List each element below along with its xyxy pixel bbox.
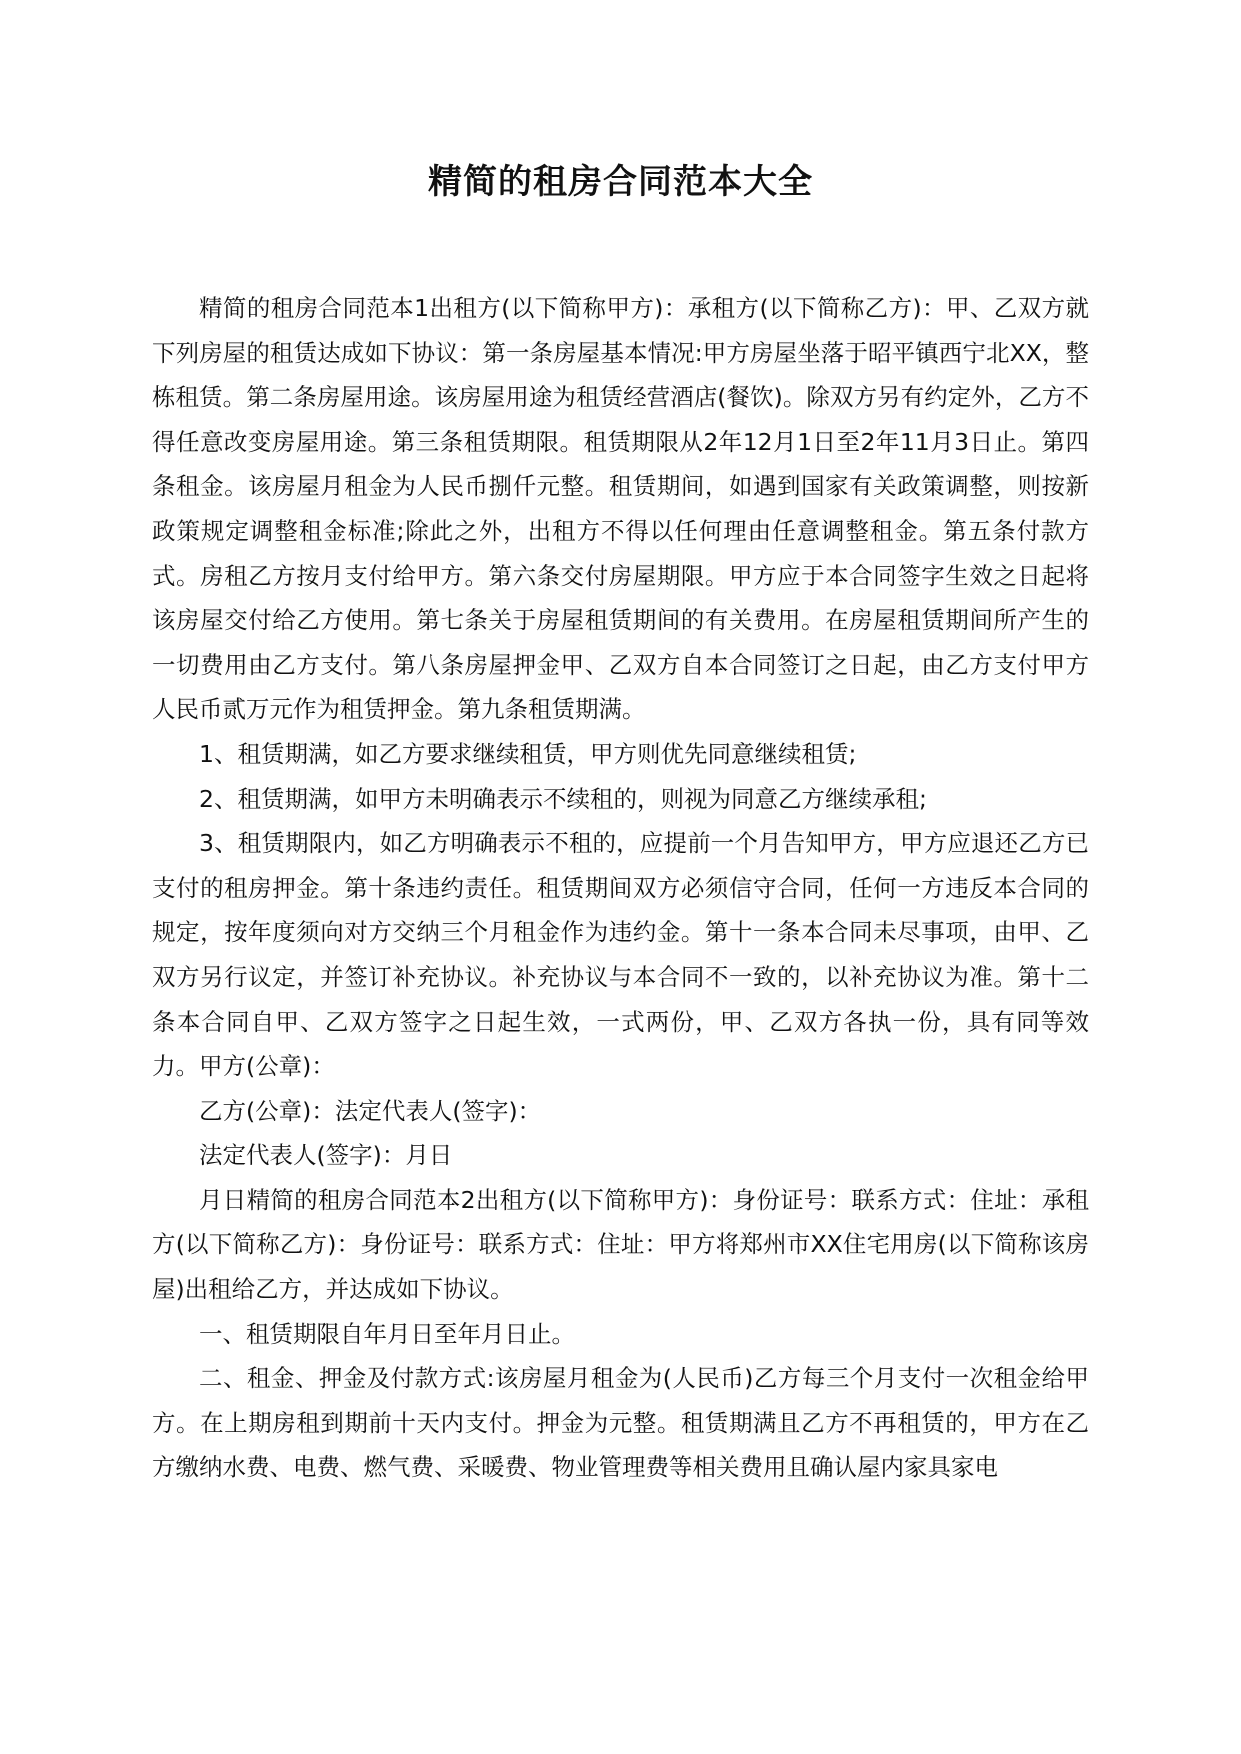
document-body [152,286,1089,1490]
paragraph-contract-1-intro: 精简的租房合同范本1出租方(以下简称甲方)：承租方(以下简称乙方)：甲、乙双方就下列房屋的租赁达成如下协议：第一条房屋基本情况:甲方房屋坐落于昭平镇西宁北XX，整栋租赁。第二条房屋用途。该房屋用途为租赁经营酒店(餐饮)。除双方另有约定外，乙方不得任意改变房屋用途。第三条租赁期限。租赁期限从2年12月1日至2年11月3日止。第四条租金。该房屋月租金为人民币捌仟元整。租赁期间，如遇到国家有关政策调整，则按新政策规定调整租金标准;除此之外，出租方不得以任何理由任意调整租金。第五条付款方式。房租乙方按月支付给甲方。第六条交付房屋期限。甲方应于本合同签字生效之日起将该房屋交付给乙方使用。第七条关于房屋租赁期间的有关费用。在房屋租赁期间所产生的一切费用由乙方支付。第八条房屋押金甲、乙双方自本合同签订之日起，由乙方支付甲方人民币贰万元作为租赁押金。第九条租赁期满。 [152,294,1089,724]
document-title: 精简的租房合同范本大全 [428,162,813,202]
paragraph-signature-party-b: 乙方(公章)：法定代表人(签字)： [199,1096,542,1125]
paragraph-renewal-clause-2: 2、租赁期满，如甲方未明确表示不续租的，则视为同意乙方继续承租; [199,784,927,813]
paragraph-lease-term: 一、租赁期限自年月日至年月日止。 [199,1319,575,1348]
paragraph-contract-2-intro: 月日精简的租房合同范本2出租方(以下简称甲方)：身份证号：联系方式：住址：承租方(以下简称乙方)：身份证号：联系方式：住址：甲方将郑州市XX住宅用房(以下简称该房屋)出租给乙方，并达成如下协议。 [152,1185,1089,1304]
paragraph-signature-date: 法定代表人(签字)：月日 [199,1141,453,1170]
paragraph-renewal-clause-3: 3、租赁期限内，如乙方明确表示不租的，应提前一个月告知甲方，甲方应退还乙方已支付的租房押金。第十条违约责任。租赁期间双方必须信守合同，任何一方违反本合同的规定，按年度须向对方交纳三个月租金作为违约金。第十一条本合同未尽事项，由甲、乙双方另行议定，并签订补充协议。补充协议与本合同不一致的，以补充协议为准。第十二条本合同自甲、乙双方签字之日起生效，一式两份，甲、乙双方各执一份，具有同等效力。甲方(公章)： [152,829,1089,1081]
paragraph-rent-deposit: 二、租金、押金及付款方式:该房屋月租金为(人民币)乙方每三个月支付一次租金给甲方。在上期房租到期前十天内支付。押金为元整。租赁期满且乙方不再租赁的，甲方在乙方缴纳水费、电费、燃气费、采暖费、物业管理费等相关费用且确认屋内家具家电 [152,1364,1089,1482]
paragraph-renewal-clause-1: 1、租赁期满，如乙方要求继续租赁，甲方则优先同意继续租赁; [199,739,857,768]
